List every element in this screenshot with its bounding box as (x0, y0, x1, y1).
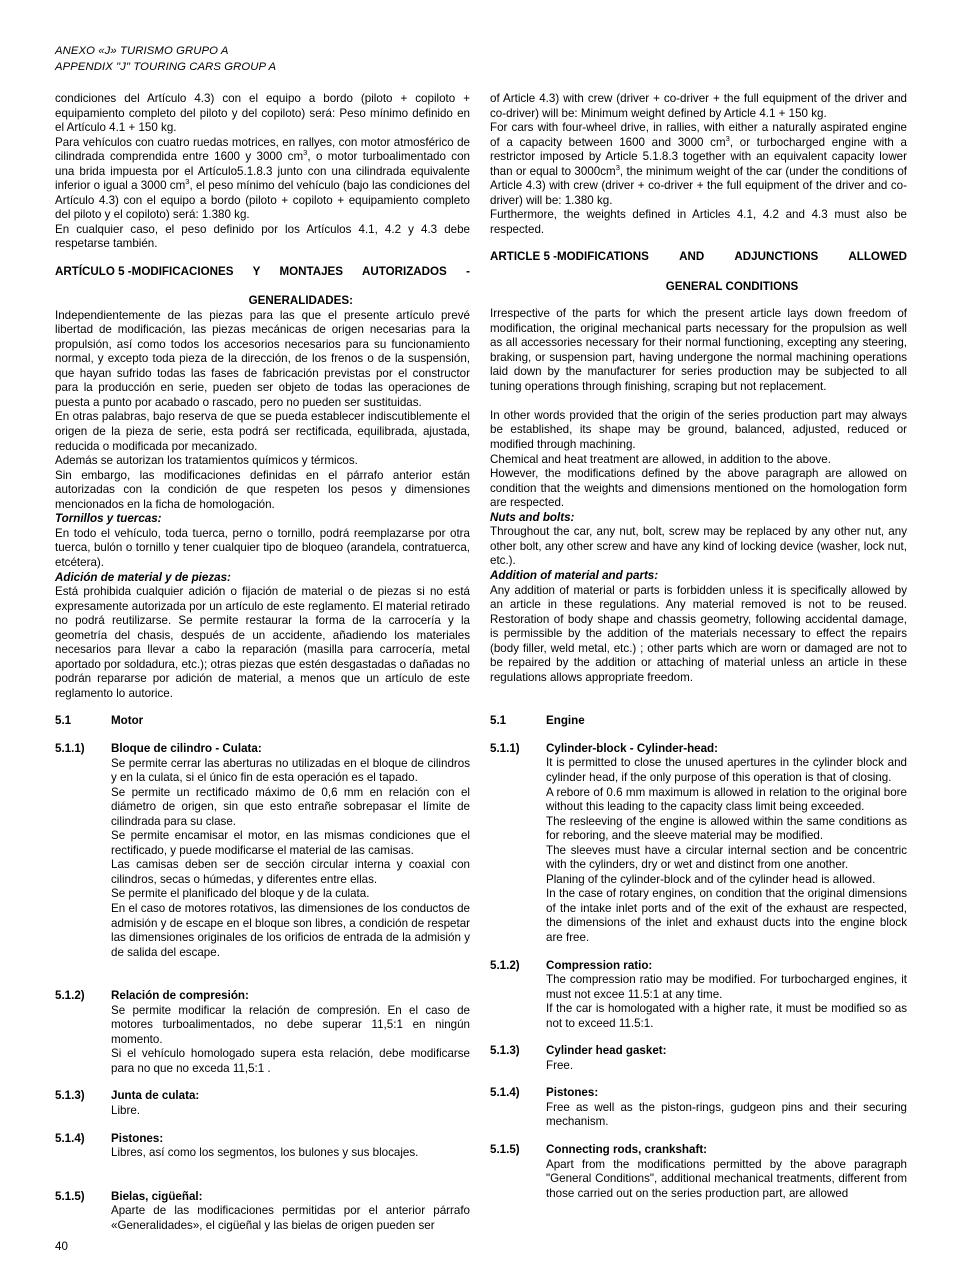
paragraph-general-4: Sin embargo, las modificaciones definidas en el párrafo anterior están autorizadas con la condición de que respeten los pesos y dimensiones mencionados en la ficha de homologación. (55, 468, 470, 511)
clause-paragraph: Free. (546, 1058, 574, 1072)
subheading-nuts-and-bolts: Tornillos y tuercas: (55, 512, 162, 526)
spacer (55, 1119, 470, 1132)
header-line-english: APPENDIX "J" TOURING CARS GROUP A (55, 60, 277, 73)
paragraph-intro-1: condiciones del Artículo 4.3) con el equipo a bordo (piloto + copiloto + equipamiento completo del piloto y del copiloto) será: Peso mínimo definido en el Artículo 4.1 + 150 kg. (55, 92, 470, 135)
clause-paragraph: The compression ratio may be modified. For turbocharged engines, it must not excee 11.5:1 at any time. (546, 973, 907, 1001)
paragraph-general-2: En otras palabras, bajo reserva de que se pueda establecer indiscutiblemente el origen de la pieza de serie, esta podrá ser rectificada, equilibrada, ajustada, reducida o modificada por mecanizado. (55, 410, 470, 453)
clause-paragraph: A rebore of 0.6 mm maximum is allowed in relation to the original bore without this leading to the capacity class limit being exceeded. (546, 785, 907, 814)
spacer (490, 946, 907, 959)
spacer (490, 294, 907, 307)
clause-number: 5.1.3) (55, 1089, 85, 1103)
clause-paragraph: It is permitted to close the unused apertures in the cylinder block and cylinder head, if the only purpose of this operation is that of closing. (546, 756, 907, 784)
clause-number: 5.1.4) (490, 1086, 520, 1100)
paragraph-general-3: Chemical and heat treatment are allowed, in addition to the above. (490, 452, 831, 466)
intro2-part-c: , the minimum weight of the car (under the conditions of Article 4.3) with crew (driver + co-driver + the full equipment of the driver and co-driver) will be: 1.380 kg. (490, 164, 907, 207)
clause-paragraph: Free as well as the piston-rings, gudgeon pins and their securing mechanism. (546, 1100, 907, 1129)
section-title: Motor (111, 714, 144, 728)
clause-5-1-3 (490, 1044, 907, 1073)
article-5-title (557, 250, 907, 294)
clause-title: Compression ratio: (546, 958, 653, 972)
clause-number: 5.1.1) (490, 741, 520, 755)
paragraph-addition-of-material: Any addition of material or parts is forbidden unless it is specifically allowed by an article in these regulations. Any material removed is not to be reused. Restoration of body shape and chassis geometry, following accidental damage, is permissible by the addition of the materials necessary to effect the repairs (body filler, weld metal, etc.) ; other parts which are worn or damaged are not to be repaired by the addition or attaching of material unless an article in these regulations allows appropriate freedom. (490, 583, 907, 684)
clause-paragraph: Se permite modificar la relación de compresión. En el caso de motores turboalimentados, no debe superar 11,5:1 en ningún momento. (111, 1003, 470, 1046)
paragraph-general-1: Independientemente de las piezas para las que el presente artículo prevé libertad de modificación, las piezas mecánicas de origen necesarias para la propulsión, así como todos los accesorios necesarios para su funcionamiento normal, y excepto toda pieza de la dirección, de los frenos o de la suspensión, que hayan sufrido todas las fases de fabricación previstas por el constructor para la producción en serie, pueden ser objeto de todas las operaciones de puesta a punto por acabado o rascado, pero no pueden ser sustituidas. (55, 308, 470, 409)
subheading-addition-of-material: Adición de material y de piezas: (55, 570, 231, 584)
paragraph-intro-3: Furthermore, the weights defined in Articles 4.1, 4.2 and 4.3 must also be respected. (490, 208, 907, 236)
clause-number: 5.1.1) (55, 741, 85, 755)
paragraph-general-2: In other words provided that the origin of the series production part may always be established, its shape may be ground, balanced, adjusted, reduced or modified through machining. (490, 408, 907, 452)
clause-title: Cylinder-block - Cylinder-head: (546, 741, 718, 755)
clause-paragraph: Libre. (111, 1104, 141, 1117)
paragraph-nuts-and-bolts: Throughout the car, any nut, bolt, screw may be replaced by any other nut, any other bolt, any other screw and have any kind of locking device (washer, lock nut, etc.). (490, 525, 907, 568)
paragraph-nuts-and-bolts: En todo el vehículo, toda tuerca, perno o tornillo, podrá reemplazarse por otra tuerca, bulón o tornillo y tener cualquier tipo de bloqueo (arandela, contratuerca, etcétera). (55, 526, 470, 569)
clause-title: Relación de compresión: (111, 989, 249, 1003)
clause-paragraph: Si el vehículo homologado supera esta relación, debe modificarse para no que no exceda 11,5:1 . (111, 1047, 470, 1075)
spacer (55, 1076, 470, 1089)
clause-5-1-5 (490, 1143, 907, 1201)
paragraph-intro-2 (490, 121, 907, 208)
subheading-nuts-and-bolts: Nuts and bolts: (490, 510, 575, 524)
clause-number: 5.1.4) (55, 1131, 85, 1145)
clause-paragraph: If the car is homologated with a higher rate, it must be modified so as not to exceed 11.5:1. (546, 1002, 907, 1030)
clause-5-1-2 (490, 959, 907, 1032)
clause-number: 5.1.5) (55, 1189, 85, 1203)
clause-paragraph: Se permite encamisar el motor, en las mismas condiciones que el rectificado, y puede modificarse el material de las camisas. (111, 829, 470, 857)
spacer (55, 729, 470, 742)
article-5-title-line2: GENERAL CONDITIONS (665, 279, 799, 293)
intro2-part-b: , or turbocharged engine with a restrictor imposed by Article 5.1.8.3 together with an equivalent capacity lower than or equal to 3000cm (490, 135, 907, 178)
paragraph-general-4: However, the modifications defined by the above paragraph are allowed on condition that the weights and dimensions mentioned on the homologation form are respected. (490, 467, 907, 510)
clause-paragraph: Apart from the modifications permitted by the above paragraph "General Conditions", additional mechanical treatments, different from those carried out on the series production part, are allowed (546, 1157, 907, 1200)
superscript-cubed: 3 (725, 133, 730, 143)
spacer (490, 237, 907, 250)
clause-number: 5.1.2) (55, 989, 85, 1003)
clause-paragraph: En el caso de motores rotativos, las dimensiones de los conductos de admisión y de escape en el bloque son libres, a condición de respetar las dimensiones originales de los orificios de entrada de la admisión y de salida del escape. (111, 901, 470, 959)
paragraph-intro-3: En cualquier caso, el peso definido por los Artículos 4.1, 4.2 y 4.3 debe respetarse también. (55, 222, 470, 251)
spacer (55, 701, 470, 714)
clause-title: Pistones: (111, 1131, 164, 1145)
clause-5-1-1 (55, 742, 470, 960)
clause-5-1-5 (55, 1190, 470, 1234)
article-5-title-line1: MODIFICACIONES Y MONTAJES AUTORIZADOS - (131, 265, 470, 279)
article-5-heading-english (490, 250, 907, 294)
clause-paragraph: In the case of rotary engines, on condition that the original dimensions of the intake inlet ports and of the exit of the exhaust are respected, the dimensions of the inlet and exhaust ducts into the engine block are free. (546, 887, 907, 944)
section-title: Engine (546, 714, 585, 728)
spacer (490, 1031, 907, 1044)
clause-paragraph: Se permite cerrar las aberturas no utilizadas en el bloque de cilindros y en la culata, si el único fin de esta operación es el tapado. (111, 756, 470, 785)
clause-number: 5.1.3) (490, 1044, 520, 1058)
spacer (490, 1130, 907, 1143)
clause-title: Bielas, cigüeñal: (111, 1189, 203, 1203)
spacer (490, 1073, 907, 1086)
clause-5-1-4 (490, 1086, 907, 1130)
clause-paragraph: Se permite el planificado del bloque y de la culata. (111, 887, 370, 901)
paragraph-general-1: Irrespective of the parts for which the present article lays down freedom of modification, the original mechanical parts necessary for the propulsion as well as all accessories necessary for their normal functioning, excepting any steering, braking, or suspension part, having undergone the normal machining operations laid down by the manufacturer for series production may be subjected to all tuning operations through finishing, scraping but not replacement. (490, 307, 907, 393)
paragraph-intro-1: of Article 4.3) with crew (driver + co-driver + the full equipment of the driver and co-driver) will be: Minimum weight defined by Article 4.1 + 150 kg. (490, 92, 907, 120)
paragraph-addition-of-material: Está prohibida cualquier adición o fijación de material o de piezas si no está expresamente autorizada por un artículo de este reglamento. El material retirado no podrá reutilizarse. Se permite restaurar la forma de la carrocería y la geometría del chasis, después de un accidente, añadiendo los materiales necesarios para llevar a cabo la reparación (masilla para carrocería, metal aportado por soldadura, etc.); otras piezas que estén desgastadas o dañadas no podrán repararse por adición de material, a menos que un artículo de este reglamento lo autorice. (55, 585, 470, 700)
clause-title: Connecting rods, crankshaft: (546, 1143, 708, 1156)
clause-paragraph: Planing of the cylinder-block and of the cylinder head is allowed. (546, 872, 876, 886)
spacer (55, 960, 470, 989)
intro2-part-c: , el peso mínimo del vehículo (bajo las condiciones del Artículo 4.3) con el equipo a bordo (piloto + copiloto + equipamiento completo del piloto y el copiloto) será: 1.380 kg. (55, 179, 470, 222)
clause-paragraph: The resleeving of the engine is allowed within the same conditions as for reboring, and the sleeve material may be modified. (546, 814, 907, 843)
clause-title: Bloque de cilindro - Culata: (111, 741, 262, 755)
intro2-part-a: Para vehículos con cuatro ruedas motrices, en rallyes, con motor atmosférico de cilindrada comprendida entre 1600 y 3000 cm (55, 135, 470, 164)
clause-paragraph: Libres, así como los segmentos, los bulones y sus blocajes. (111, 1146, 419, 1160)
article-5-title-line2: GENERALIDADES: (248, 294, 353, 308)
clause-number: 5.1.5) (490, 1143, 520, 1156)
section-5-1-spanish (55, 714, 470, 729)
superscript-cubed: 3 (185, 177, 190, 187)
clause-title: Junta de culata: (111, 1089, 200, 1103)
clause-paragraph: Las camisas deben ser de sección circular interna y coaxial con cilindros, secas o húmedas, y diferentes entre ellas. (111, 858, 470, 886)
section-number: 5.1 (55, 714, 72, 728)
clause-paragraph: Se permite un rectificado máximo de 0,6 mm en relación con el diámetro de origen, sin que esto entrañe sobrepasar el límite de cilindrada para su clase. (111, 785, 470, 828)
clause-title: Pistones: (546, 1086, 599, 1100)
paragraph-intro-2 (55, 136, 470, 223)
subheading-addition-of-material: Addition of material and parts: (490, 568, 659, 582)
document-header (55, 44, 276, 75)
superscript-cubed: 3 (303, 148, 308, 158)
clause-5-1-3 (55, 1089, 470, 1118)
spacer (55, 1161, 470, 1190)
clause-5-1-1 (490, 742, 907, 946)
header-line-spanish: ANEXO «J» TURISMO GRUPO A (55, 45, 229, 57)
column-spanish (55, 92, 470, 1233)
article-5-label: ARTÍCULO 5 - (55, 265, 132, 279)
clause-5-1-4 (55, 1132, 470, 1161)
clause-paragraph: Aparte de las modificaciones permitidas por el anterior párrafo «Generalidades», el cigüeñal y las bielas de origen pueden ser (111, 1204, 470, 1232)
intro2-part-a: For cars with four-wheel drive, in rallies, with either a naturally aspirated engine of a capacity between 1600 and 3000 cm (490, 121, 907, 149)
spacer (490, 394, 907, 409)
spacer (55, 252, 470, 265)
page-number: 40 (55, 1240, 68, 1253)
clause-title: Cylinder head gasket: (546, 1044, 667, 1058)
intro2-part-b: , o motor turboalimentado con una brida impuesta por el Artículo5.1.8.3 junto con una cilindrada equivalente inferior o igual a 3000 cm (55, 150, 470, 193)
article-5-title (132, 265, 470, 309)
paragraph-general-3: Además se autorizan los tratamientos químicos y térmicos. (55, 454, 358, 468)
section-5-1-english (490, 714, 907, 729)
spacer (490, 729, 907, 742)
clause-number: 5.1.2) (490, 958, 520, 972)
article-5-heading-spanish (55, 265, 470, 309)
article-5-label: ARTICLE 5 - (490, 250, 557, 264)
clause-paragraph: The sleeves must have a circular internal section and be concentric with the cylinders, dry or wet and distinct from one another. (546, 843, 907, 872)
section-number: 5.1 (490, 714, 507, 728)
article-5-title-line1: MODIFICATIONS AND ADJUNCTIONS ALLOWED (557, 250, 907, 264)
superscript-cubed: 3 (615, 162, 620, 172)
clause-5-1-2 (55, 989, 470, 1076)
spacer (490, 685, 907, 714)
column-english (490, 92, 907, 1201)
